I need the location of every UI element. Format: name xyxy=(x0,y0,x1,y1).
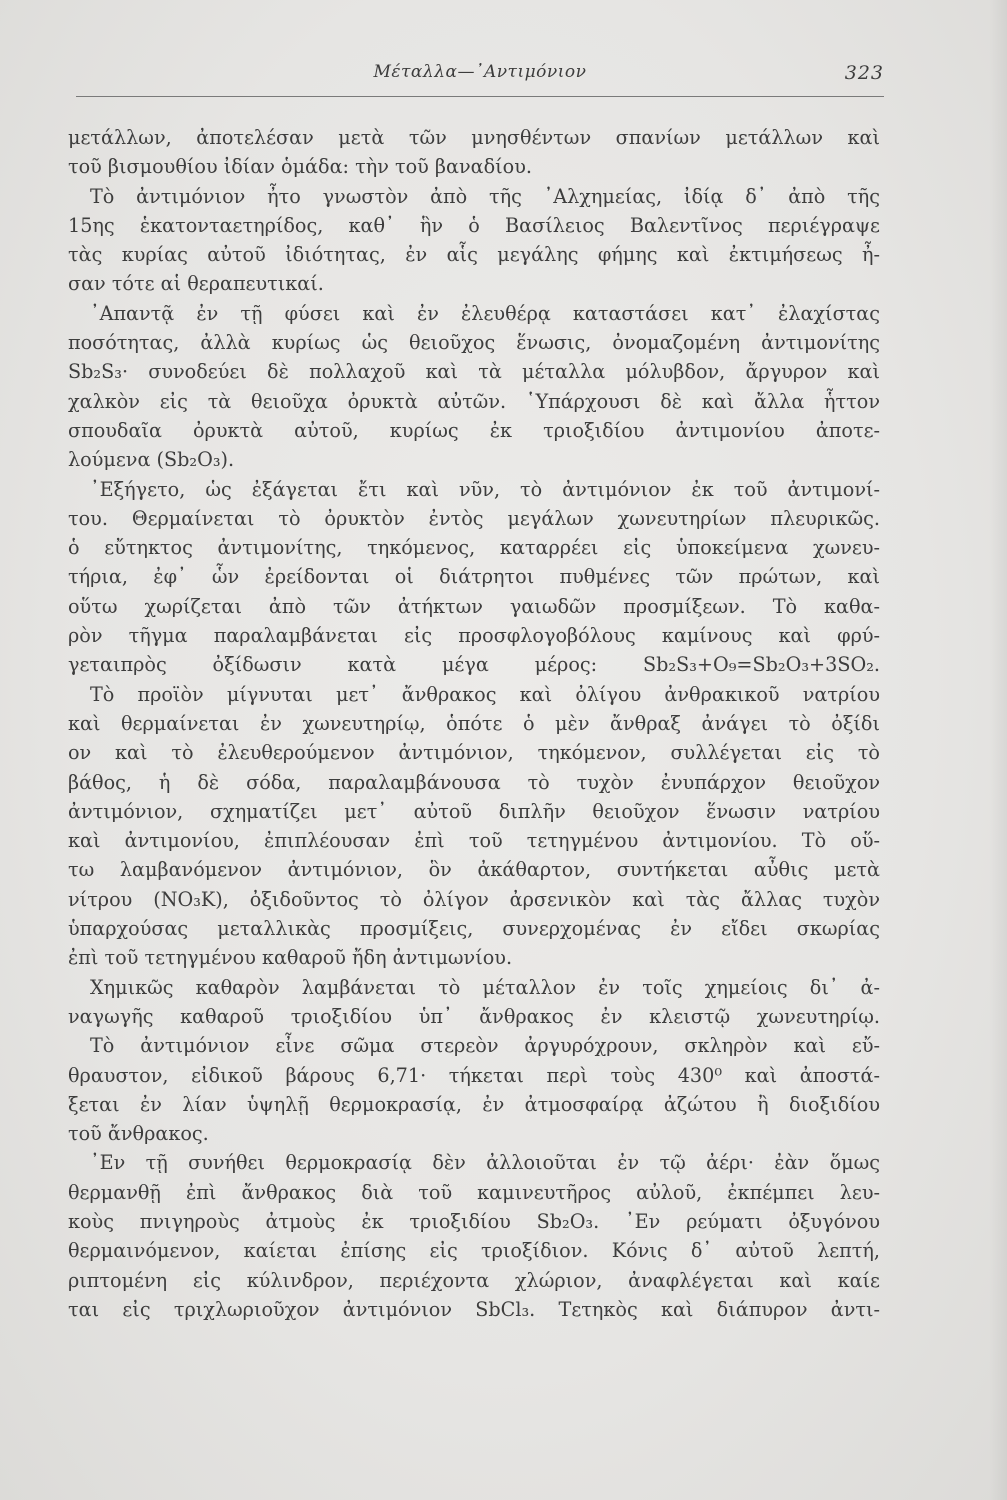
text-line: ἀντιμόνιον, σχηματίζει μετ᾿ αὐτοῦ διπλῆν θειοῦχον ἕνωσιν νατρίου xyxy=(68,799,880,823)
text-line: ἐπὶ τοῦ τετηγμένου καθαροῦ ἤδη ἀντιμωνίου. xyxy=(68,946,513,970)
text-line: ὑπαρχούσας μεταλλικὰς προσμίξεις, συνερχομένας ἐν εἴδει σκωρίας xyxy=(68,917,880,941)
text-line: ξεται ἐν λίαν ὑψηλῇ θερμοκρασίᾳ, ἐν ἀτμοσφαίρᾳ ἀζώτου ἢ διοξιδίου xyxy=(68,1092,880,1116)
text-line: βάθος, ἡ δὲ σόδα, παραλαμβάνουσα τὸ τυχὸν ἐνυπάρχον θειοῦχον xyxy=(68,770,880,794)
text-line: ποσότητας, ἀλλὰ κυρίως ὡς θειοῦχος ἕνωσις, ὀνομαζομένη ἀντιμονίτης xyxy=(68,331,880,355)
text-line: θερμανθῇ ἐπὶ ἄνθρακος διὰ τοῦ καμινευτῆρος αὐλοῦ, ἐκπέμπει λευ- xyxy=(68,1180,880,1204)
text-line: τω λαμβανόμενον ἀντιμόνιον, ὃν ἀκάθαρτον, συντήκεται αὖθις μετὰ xyxy=(68,858,880,882)
text-line: νίτρου (NO₃K), ὀξιδοῦντος τὸ ὀλίγον ἀρσενικὸν καὶ τὰς ἄλλας τυχὸν xyxy=(68,887,880,911)
running-title: Μέταλλα—᾿Αντιμόνιον xyxy=(373,62,587,82)
text-line: ᾿Απαντᾷ ἐν τῇ φύσει καὶ ἐν ἐλευθέρᾳ καταστάσει κατ᾿ ἐλαχίστας xyxy=(90,301,880,325)
text-line: ριπτομένη εἰς κύλινδρον, περιέχοντα χλώριον, ἀναφλέγεται καὶ καίε xyxy=(68,1268,880,1292)
text-line: Sb₂S₃· συνοδεύει δὲ πολλαχοῦ καὶ τὰ μέταλλα μόλυβδον, ἄργυρον καὶ xyxy=(68,360,880,384)
text-line: ται εἰς τριχλωριοῦχον ἀντιμόνιον SbCl₃. Τετηκὸς καὶ διάπυρον ἀντι- xyxy=(68,1297,880,1321)
text-line: τήρια, ἐφ᾿ ὧν ἐρείδονται οἱ διάτρητοι πυθμένες τῶν πρώτων, καὶ xyxy=(68,565,880,589)
text-line: Τὸ προϊὸν μίγνυται μετ᾿ ἄνθρακος καὶ ὀλίγου ἀνθρακικοῦ νατρίου xyxy=(90,682,880,706)
page-header xyxy=(76,62,884,92)
text-line: καὶ ἀντιμονίου, ἐπιπλέουσαν ἐπὶ τοῦ τετηγμένου ἀντιμονίου. Τὸ οὕ- xyxy=(68,829,880,853)
header-rule xyxy=(76,96,884,97)
text-line: ὁ εὔτηκτος ἀντιμονίτης, τηκόμενος, καταρρέει εἰς ὑποκείμενα χωνευ- xyxy=(68,536,880,560)
text-line: γεταιπρὸς ὀξίδωσιν κατὰ μέγα μέρος: Sb₂S₃+O₉=Sb₂O₃+3SO₂. xyxy=(68,653,880,677)
text-line: ρὸν τῆγμα παραλαμβάνεται εἰς προσφλογοβόλους καμίνους καὶ φρύ- xyxy=(68,624,880,648)
text-line: Τὸ ἀντιμόνιον εἶνε σῶμα στερεὸν ἀργυρόχρουν, σκληρὸν καὶ εὔ- xyxy=(90,1034,880,1058)
text-line: ναγωγῆς καθαροῦ τριοξιδίου ὑπ᾿ ἄνθρακος ἐν κλειστῷ χωνευτηρίῳ. xyxy=(68,1004,880,1028)
text-line: ᾿Εξήγετο, ὡς ἐξάγεται ἔτι καὶ νῦν, τὸ ἀντιμόνιον ἐκ τοῦ ἀντιμονί- xyxy=(90,477,880,501)
text-line: λούμενα (Sb₂O₃). xyxy=(68,448,235,472)
text-line: Χημικῶς καθαρὸν λαμβάνεται τὸ μέταλλον ἐν τοῖς χημείοις δι᾿ ἀ- xyxy=(90,975,880,999)
text-line: τοῦ βισμουθίου ἰδίαν ὁμάδα: τὴν τοῦ βαναδίου. xyxy=(68,155,532,179)
text-line: του. Θερμαίνεται τὸ ὀρυκτὸν ἐντὸς μεγάλων χωνευτηρίων πλευρικῶς. xyxy=(68,506,880,530)
text-line: τοῦ ἄνθρακος. xyxy=(68,1122,209,1146)
text-line: 15ης ἑκατονταετηρίδος, καθ᾿ ἣν ὁ Βασίλειος Βαλεντῖνος περιέγραψε xyxy=(68,213,880,237)
text-line: οὕτω χωρίζεται ἀπὸ τῶν ἀτήκτων γαιωδῶν προσμίξεων. Τὸ καθα- xyxy=(68,594,880,618)
text-line: μετάλλων, ἀποτελέσαν μετὰ τῶν μνησθέντων σπανίων μετάλλων καὶ xyxy=(68,126,880,149)
text-line: ον καὶ τὸ ἐλευθερούμενον ἀντιμόνιον, τηκόμενον, συλλέγεται εἰς τὸ xyxy=(68,741,880,765)
text-line: σαν τότε αἱ θεραπευτικαί. xyxy=(68,272,324,296)
text-line: σπουδαῖα ὀρυκτὰ αὐτοῦ, κυρίως ἐκ τριοξιδίου ἀντιμονίου ἀποτε- xyxy=(68,418,880,442)
text-line: κοὺς πνιγηροὺς ἀτμοὺς ἐκ τριοξιδίου Sb₂O₃. ᾿Εν ρεύματι ὀξυγόνου xyxy=(68,1209,880,1233)
page-edge-shadow xyxy=(989,0,1007,1500)
page-number: 323 xyxy=(844,62,884,84)
text-line: τὰς κυρίας αὐτοῦ ἰδιότητας, ἐν αἷς μεγάλης φήμης καὶ ἐκτιμήσεως ἦ- xyxy=(68,243,880,267)
text-line: Τὸ ἀντιμόνιον ἦτο γνωστὸν ἀπὸ τῆς ᾿Αλχημείας, ἰδίᾳ δ᾿ ἀπὸ τῆς xyxy=(90,184,880,208)
text-line: χαλκὸν εἰς τὰ θειοῦχα ὀρυκτὰ αὐτῶν. ῾Υπάρχουσι δὲ καὶ ἄλλα ἧττον xyxy=(68,389,880,413)
text-line: θραυστον, εἰδικοῦ βάρους 6,71· τήκεται περὶ τοὺς 430⁰ καὶ ἀποστά- xyxy=(68,1063,880,1087)
text-line: καὶ θερμαίνεται ἐν χωνευτηρίῳ, ὁπότε ὁ μὲν ἄνθραξ ἀνάγει τὸ ὀξίδι xyxy=(68,711,880,735)
text-line: θερμαινόμενον, καίεται ἐπίσης εἰς τριοξίδιον. Κόνις δ᾿ αὐτοῦ λεπτή, xyxy=(68,1239,880,1263)
text-line: ᾿Εν τῇ συνήθει θερμοκρασίᾳ δὲν ἀλλοιοῦται ἐν τῷ ἀέρι· ἐὰν ὅμως xyxy=(90,1151,880,1175)
body-text xyxy=(68,123,880,1324)
